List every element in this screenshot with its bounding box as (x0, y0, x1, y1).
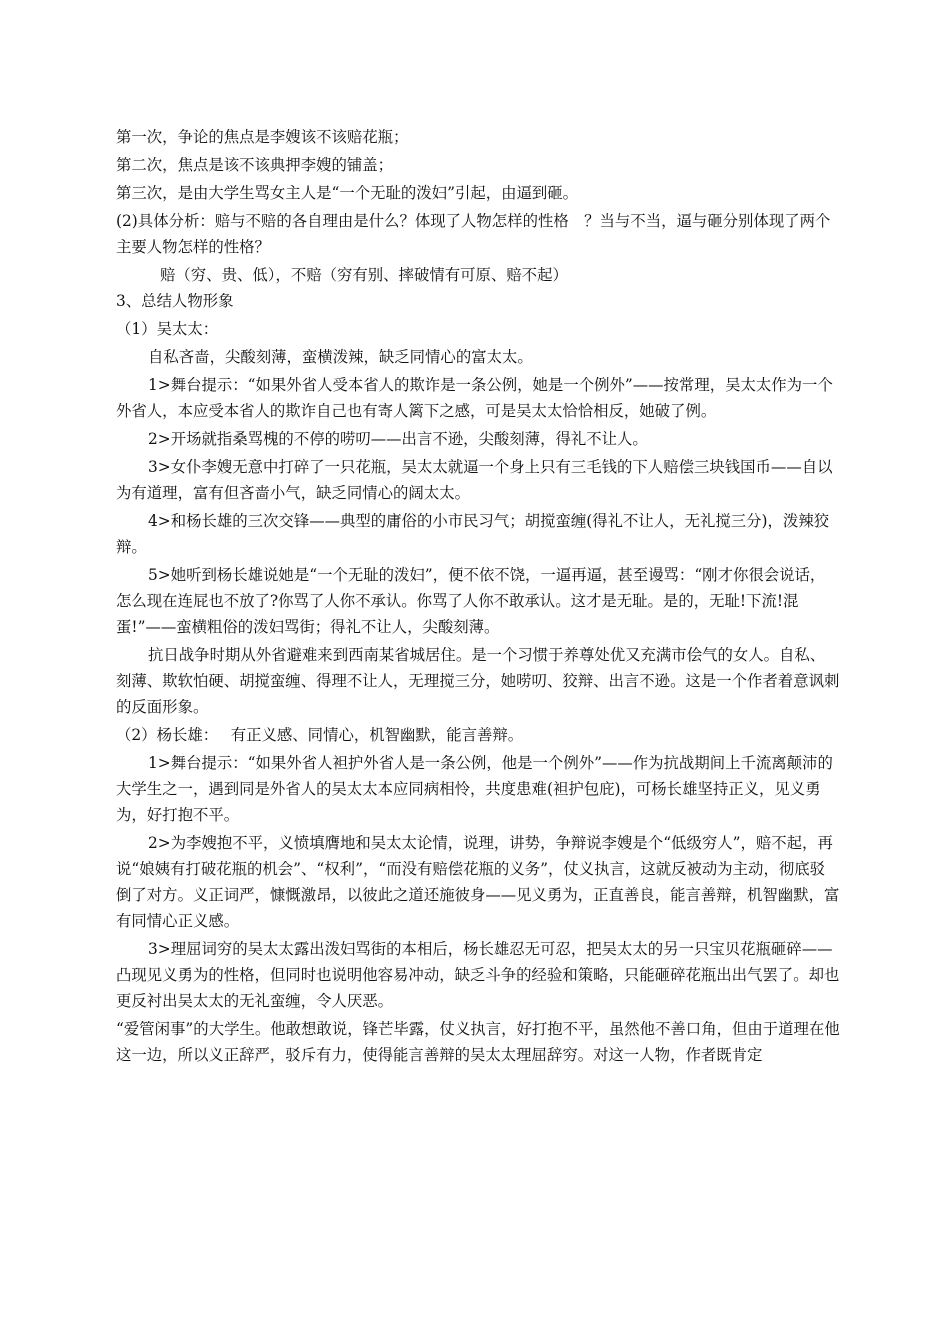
paragraph-wu-summary: 自私吝啬，尖酸刻薄，蛮横泼辣，缺乏同情心的富太太。 (148, 348, 533, 366)
paragraph-yang-point-1: 1>舞台提示：“如果外省人袒护外省人是一条公例，他是一个例外”——作为抗战期间上千流离颠沛的大学生之一，遇到同是外省人的吴太太本应同病相怜，共度患难(袒护包庇)，可杨长雄坚持正义，见义勇为，好打抱不平。 (116, 754, 833, 824)
paragraph-pay-reasons: 赔（穷、贵、低），不赔（穷有别、摔破情有可原、赔不起） (160, 266, 568, 284)
paragraph-wu-conclusion: 抗日战争时期从外省避难来到西南某省城居住。是一个习惯于养尊处优又充满市侩气的女人。自私、刻薄、欺软怕硬、胡搅蛮缠、得理不让人，无理搅三分，她唠叨、狡辩、出言不逊。这是一个作者着意讽刺的反面形象。 (116, 646, 840, 716)
paragraph-yang-point-2: 2>为李嫂抱不平，义愤填膺地和吴太太论情，说理，讲势，争辩说李嫂是个“低级穷人”，赔不起，再说“娘姨有打破花瓶的机会”、“权利”，“而没有赔偿花瓶的义务”，仗义执言，这就反被动为主动，彻底驳倒了对方。义正词严，慷慨激昂，以彼此之道还施彼身——见义勇为，正直善良，能言善辩，机智幽默，富有同情心正义感。 (116, 834, 840, 930)
paragraph-wu-point-4: 4>和杨长雄的三次交锋——典型的庸俗的小市民习气；胡搅蛮缠(得礼不让人，无礼搅三分)，泼辣狡辩。 (116, 512, 830, 556)
paragraph-yang-point-3: 3>理屈词穷的吴太太露出泼妇骂街的本相后，杨长雄忍无可忍，把吴太太的另一只宝贝花瓶砸碎——凸现见义勇为的性格，但同时也说明他容易冲动，缺乏斗争的经验和策略，只能砸碎花瓶出出气罢了。却也更反衬出吴太太的无礼蛮缠，令人厌恶。 (116, 940, 840, 1010)
paragraph-second-dispute: 第二次，焦点是该不该典押李嫂的铺盖； (116, 156, 394, 174)
section-heading-summary: 3、总结人物形象 (116, 292, 234, 310)
subheading-mrs-wu: （1）吴太太： (116, 320, 219, 338)
paragraph-wu-point-1: 1>舞台提示：“如果外省人受本省人的欺诈是一条公例，她是一个例外”——按常理，吴太太作为一个外省人，本应受本省人的欺诈自己也有寄人篱下之感，可是吴太太恰恰相反，她破了例。 (116, 376, 833, 420)
paragraph-yang-conclusion: “爱管闲事”的大学生。他敢想敢说，锋芒毕露，仗义执言，好打抱不平，虽然他不善口角，但由于道理在他这一边，所以义正辞严，驳斥有力，使得能言善辩的吴太太理屈辞穷。对这一人物，作者既肯定 (116, 1020, 840, 1064)
paragraph-wu-point-2: 2>开场就指桑骂槐的不停的唠叨——出言不逊，尖酸刻薄，得礼不让人。 (148, 430, 648, 448)
paragraph-wu-point-5: 5>她听到杨长雄说她是“一个无耻的泼妇”，便不依不饶，一逼再逼，甚至谩骂：“刚才你很会说话，怎么现在连屁也不放了?你骂了人你不承认。你骂了人你不敢承认。这才是无耻。是的，无耻!下流!混蛋!”——蛮横粗俗的泼妇骂街；得礼不让人，尖酸刻薄。 (116, 566, 826, 636)
paragraph-third-dispute: 第三次，是由大学生骂女主人是“一个无耻的泼妇”引起，由逼到砸。 (116, 184, 579, 202)
subheading-yang-changxiong: （2）杨长雄： 有正义感、同情心，机智幽默，能言善辩。 (116, 726, 524, 744)
document-page (116, 124, 840, 1068)
paragraph-analysis-question: (2)具体分析：赔与不赔的各自理由是什么？体现了人物怎样的性格 ？当与不当，逼与砸分别体现了两个主要人物怎样的性格？ (116, 212, 831, 256)
paragraph-wu-point-3: 3>女仆李嫂无意中打碎了一只花瓶，吴太太就逼一个身上只有三毛钱的下人赔偿三块钱国币——自以为有道理，富有但吝啬小气，缺乏同情心的阔太太。 (116, 458, 833, 502)
paragraph-first-dispute: 第一次，争论的焦点是李嫂该不该赔花瓶； (116, 128, 409, 146)
